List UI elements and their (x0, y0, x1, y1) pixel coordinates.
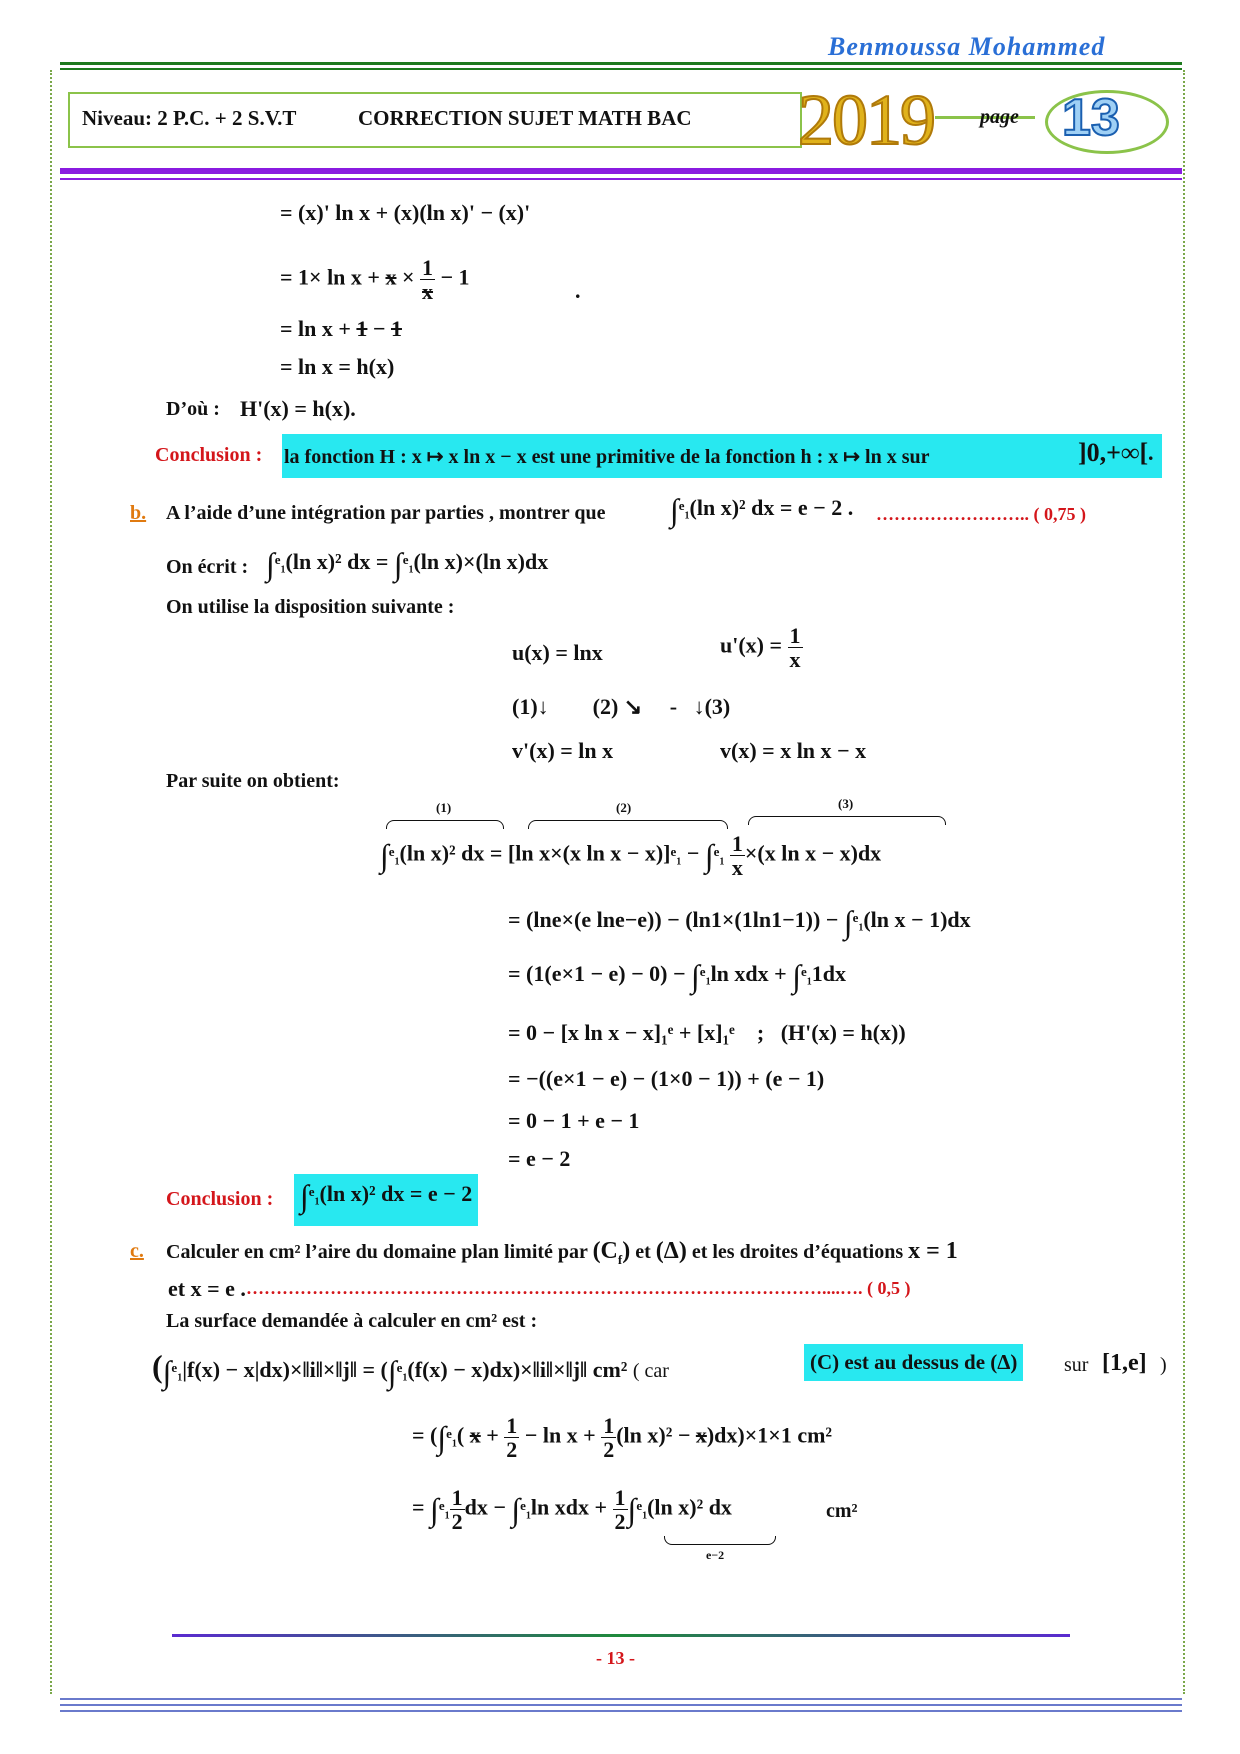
b-u-prime-frac (788, 624, 803, 671)
b-ecrit-expr2: (ln x)×(ln x)dx (413, 549, 549, 574)
footer-page: - 13 - (596, 1648, 635, 1668)
b-u-prime-left: u'(x) = (720, 632, 783, 658)
c-eq-1-highlight: (C) est au dessus de (Δ) (804, 1344, 1023, 1381)
b-eq-3-right: 1dx (811, 961, 846, 986)
integral-sign: ∫ (670, 492, 679, 528)
integral-sign: ∫ (627, 1491, 637, 1528)
c-q1-delta: (Δ) (655, 1238, 687, 1264)
frac-den: 2 (451, 1509, 463, 1535)
a-conclusion-dot: . (1148, 440, 1154, 465)
integral-limits: $^e_1$ (852, 910, 864, 934)
integral-limits: $^e_1$ (699, 964, 711, 988)
c-eq-2-x1: x (469, 1422, 481, 1448)
b-eq-1-left: (ln x)² dx = (399, 840, 503, 866)
b-eq-6: = 0 − 1 + e − 1 (508, 1108, 640, 1133)
integral-limits: $^e_1$ (713, 843, 725, 868)
integral-sign: ∫ (266, 546, 275, 582)
b-conclusion-box (294, 1174, 478, 1226)
header-purple-rule-thin (60, 178, 1182, 180)
integral-limits: $^e_1$ (520, 1497, 531, 1522)
frac-num: 1 (506, 1413, 518, 1438)
integral-limits: $^e_1$ (636, 1497, 648, 1522)
c-label: c. (130, 1240, 144, 1262)
integral-sign: ∫ (704, 837, 714, 874)
b-eq-2-left: = (lne×(e lne−e)) − (ln1×(1ln1−1)) − (508, 907, 839, 932)
brace-1-label: (1) (436, 800, 452, 815)
a-line-3-left: = ln x + (280, 316, 357, 341)
b-eq-4: = 0 − [x ln x − x]₁ᵉ + [x]₁ᵉ ; (H'(x) = h(x)) (508, 1020, 906, 1045)
c-q1-et: et (635, 1241, 651, 1263)
c-surface-text: La surface demandée à calculer en (166, 1310, 461, 1332)
a-line-1: = (x)' ln x + (x)(ln x)' − (x)' (280, 200, 531, 225)
c-eq-3-frac-1 (450, 1486, 465, 1533)
c-eq-1-left: |f(x) − x|dx)×‖i‖×‖j‖ = ( (182, 1357, 388, 1382)
frac-den: x (422, 279, 434, 305)
brace-1 (386, 820, 504, 829)
c-dots: ……………………………………………………………………………………....…. ( 0,5 ) (246, 1278, 911, 1298)
a-conclusion-interval: ]0,+∞[ (1078, 438, 1149, 467)
b-question-expr-text: (ln x)² dx = e − 2 . (689, 495, 854, 520)
a-line-4: = ln x = h(x) (280, 354, 395, 379)
c-eq-3-a: = (412, 1494, 425, 1520)
c-q1b: l’aire du domaine plan limité par (305, 1241, 588, 1263)
b-v: v(x) = x ln x − x (720, 738, 867, 763)
frac-den: x (731, 855, 743, 881)
b-par-suite: Par suite on obtient: (166, 770, 340, 792)
right-border (1183, 70, 1185, 1694)
integral-limits: $^e_1$ (800, 964, 812, 988)
integral-sign: ∫ (300, 1178, 309, 1214)
a-line-3-one-b: 1 (390, 316, 402, 341)
a-line-2-times: × (396, 264, 421, 290)
c-surface (166, 1310, 537, 1333)
b-question-expr (670, 492, 853, 529)
page-number: 13 (1062, 89, 1120, 147)
frac-num: 1 (789, 623, 801, 648)
integral-sign: ∫ (430, 1491, 439, 1528)
b-v-prime: v'(x) = ln x (512, 738, 614, 763)
integral-limits: $^e_1$ (308, 1184, 320, 1208)
c-eq-3-c: ln xdx + (530, 1494, 608, 1520)
integral-sign: ∫ (511, 1491, 521, 1528)
a-line-3-mid: − (367, 316, 391, 341)
a-line-3 (280, 316, 402, 342)
integral-sign: ∫ (691, 958, 700, 994)
integral-limits: $^e_1$ (274, 552, 286, 576)
donc-expr: H'(x) = h(x). (240, 396, 356, 421)
footer-rule-2 (60, 1704, 1182, 1706)
c-eq-3-frac-2 (613, 1486, 628, 1533)
b-eq-1-minus: − (681, 840, 705, 866)
integral-limits: $^e_1$ (402, 552, 414, 576)
header-year: 2019 (798, 80, 934, 160)
frac-num: 1 (451, 1485, 463, 1510)
c-surface-unit: cm² (465, 1310, 498, 1332)
c-eq-2-c: − ln x + (519, 1422, 602, 1448)
c-eq-1-mid: (f(x) − x)dx)×‖i‖×‖j‖ cm² (407, 1357, 628, 1382)
frac-den: 2 (603, 1437, 615, 1463)
author-name: Benmoussa Mohammed (828, 32, 1106, 61)
c-eq-2-a: = ( (412, 1422, 438, 1448)
b-u: u(x) = lnx (512, 640, 603, 665)
b-conclusion-expr: (ln x)² dx = e − 2 (319, 1181, 473, 1206)
c-eq-3 (412, 1486, 732, 1533)
c-eq-2-x2: x (695, 1422, 707, 1448)
integral-limits: $^e_1$ (388, 843, 400, 868)
frac-num: 1 (422, 255, 434, 280)
a-line-2-x: x (385, 264, 397, 290)
integral-limits: $^e_1$ (678, 498, 690, 522)
c-q1-x1: x = 1 (908, 1238, 958, 1264)
cf-close: ) (622, 1238, 631, 1264)
brace-3-label: (3) (838, 796, 854, 811)
b-eq-1-right: ×(x ln x − x)dx (744, 840, 882, 866)
c-q1c: et les droites d’équations (691, 1241, 904, 1263)
c-eq-2: = (∫$^e_1$( x + $\frac{1}{2}$ − ln x + $\frac{1}{2}$ (ln x)² − x)dx)×1×1 cm² (412, 1413, 833, 1463)
integral-limits: $^e_1$ (438, 1497, 450, 1522)
c-eq-3-d: (ln x)² dx (647, 1494, 732, 1520)
c-eq-1-end: ) (1160, 1354, 1167, 1376)
integral-limits: $^e_1$ (396, 1360, 408, 1384)
a-line-2-left: = 1× ln x + (280, 264, 386, 290)
bracket-limits: $^e_1$ (670, 843, 682, 868)
frac-den: 2 (614, 1509, 626, 1535)
cf-sub: f (617, 1251, 623, 1267)
a-line-2-frac (420, 256, 435, 303)
c-question-1 (166, 1238, 958, 1268)
c-surface-end: est : (502, 1310, 538, 1332)
c-eq-1-interval: [1,e] (1102, 1350, 1147, 1376)
c-question-2: et x = e . (168, 1276, 246, 1301)
c-eq-1-car: ( car (632, 1360, 669, 1382)
integral-sign: ∫ (393, 546, 403, 582)
b-eq-1 (380, 832, 881, 879)
a-line-3-one-a: 1 (356, 316, 368, 341)
b-eq-1-mid: [ln x×(x ln x − x)] (507, 840, 671, 866)
footer-rule-1 (60, 1698, 1182, 1700)
c-eq-2-b: + (480, 1422, 505, 1448)
frac-num: 1 (731, 831, 743, 856)
c-q1-cf (592, 1238, 631, 1267)
b-eq-3 (508, 958, 846, 995)
b-dots: …………………….. ( 0,75 ) (876, 504, 1086, 524)
integral-sign: ∫ (792, 958, 801, 994)
integral-limits: $^e_1$ (446, 1425, 457, 1450)
b-eq-3-mid: ln xdx + (710, 961, 787, 986)
integral-sign: ∫ (162, 1354, 172, 1390)
b-conclusion-label: Conclusion : (166, 1188, 274, 1210)
b-arrows: (1)↓ (2) ↘ - ↓(3) (512, 694, 731, 719)
b-eq-1-frac (730, 832, 745, 879)
footer-rule (172, 1634, 1070, 1637)
c-eq-3-under: e−2 (706, 1548, 725, 1562)
cf-open: (C (592, 1238, 618, 1264)
brace-2 (528, 820, 728, 829)
b-dispo: On utilise la disposition suivante : (166, 596, 455, 618)
b-eq-7: = e − 2 (508, 1146, 571, 1171)
frac-num: 1 (603, 1413, 615, 1438)
c-eq-3-underbrace (664, 1536, 776, 1545)
integral-sign: ∫ (843, 904, 853, 940)
header-title: CORRECTION SUJET MATH BAC (358, 106, 692, 130)
c-eq-3-unit: cm² (826, 1500, 858, 1522)
b-ecrit-expr (266, 546, 548, 583)
c-q1a: Calculer en (166, 1241, 264, 1263)
integral-sign: ∫ (437, 1419, 447, 1456)
a-line-2-end: − 1 (435, 264, 470, 290)
b-ecrit-label: On écrit : (166, 556, 249, 578)
donc-label: D’où : (166, 398, 220, 420)
integral-sign: ∫ (380, 837, 389, 874)
c-eq-2-frac-1 (504, 1414, 519, 1461)
c-eq-2-frac-2 (601, 1414, 616, 1461)
a-line-2-dot: . (575, 278, 581, 303)
b-u-prime (720, 624, 803, 671)
left-border (50, 70, 52, 1694)
brace-2-label: (2) (616, 800, 632, 815)
integral-limits: $^e_1$ (171, 1360, 183, 1384)
header-top-rule (60, 62, 1182, 70)
b-question: A l’aide d’une intégration par parties , montrer que (166, 502, 606, 524)
b-eq-5: = −((e×1 − e) − (1×0 − 1)) + (e − 1) (508, 1066, 825, 1091)
c-eq-2-e: )dx)×1×1 cm² (706, 1422, 833, 1448)
frac-den: x (789, 647, 801, 673)
b-eq-2 (508, 904, 971, 941)
b-ecrit-expr1: (ln x)² dx = (285, 549, 389, 574)
integral-sign: ∫ (387, 1354, 397, 1390)
c-eq-2-d: (ln x)² − (616, 1422, 696, 1448)
b-eq-3-left: = (1(e×1 − e) − 0) − (508, 961, 686, 986)
niveau-label: Niveau: 2 P.C. + 2 S.V.T (82, 106, 297, 130)
a-conclusion-label: Conclusion : (155, 444, 263, 466)
frac-num: 1 (614, 1485, 626, 1510)
a-line-2 (280, 256, 470, 303)
b-label: b. (130, 502, 147, 524)
a-conclusion-text: la fonction H : x ↦ x ln x − x est une primitive de la fonction h : x ↦ ln x sur (284, 446, 930, 468)
footer-rule-3 (60, 1710, 1182, 1712)
big-paren: ( (152, 1348, 163, 1384)
c-eq-1-sur: sur (1064, 1354, 1089, 1376)
brace-3 (748, 816, 946, 825)
frac-den: 2 (506, 1437, 518, 1463)
c-eq-1 (152, 1348, 669, 1391)
header-purple-rule (60, 168, 1182, 174)
page-label: page (980, 106, 1019, 128)
c-eq-3-b: dx − (464, 1494, 506, 1520)
c-q1-unit: cm² (268, 1241, 301, 1263)
b-eq-2-right: (ln x − 1)dx (863, 907, 971, 932)
